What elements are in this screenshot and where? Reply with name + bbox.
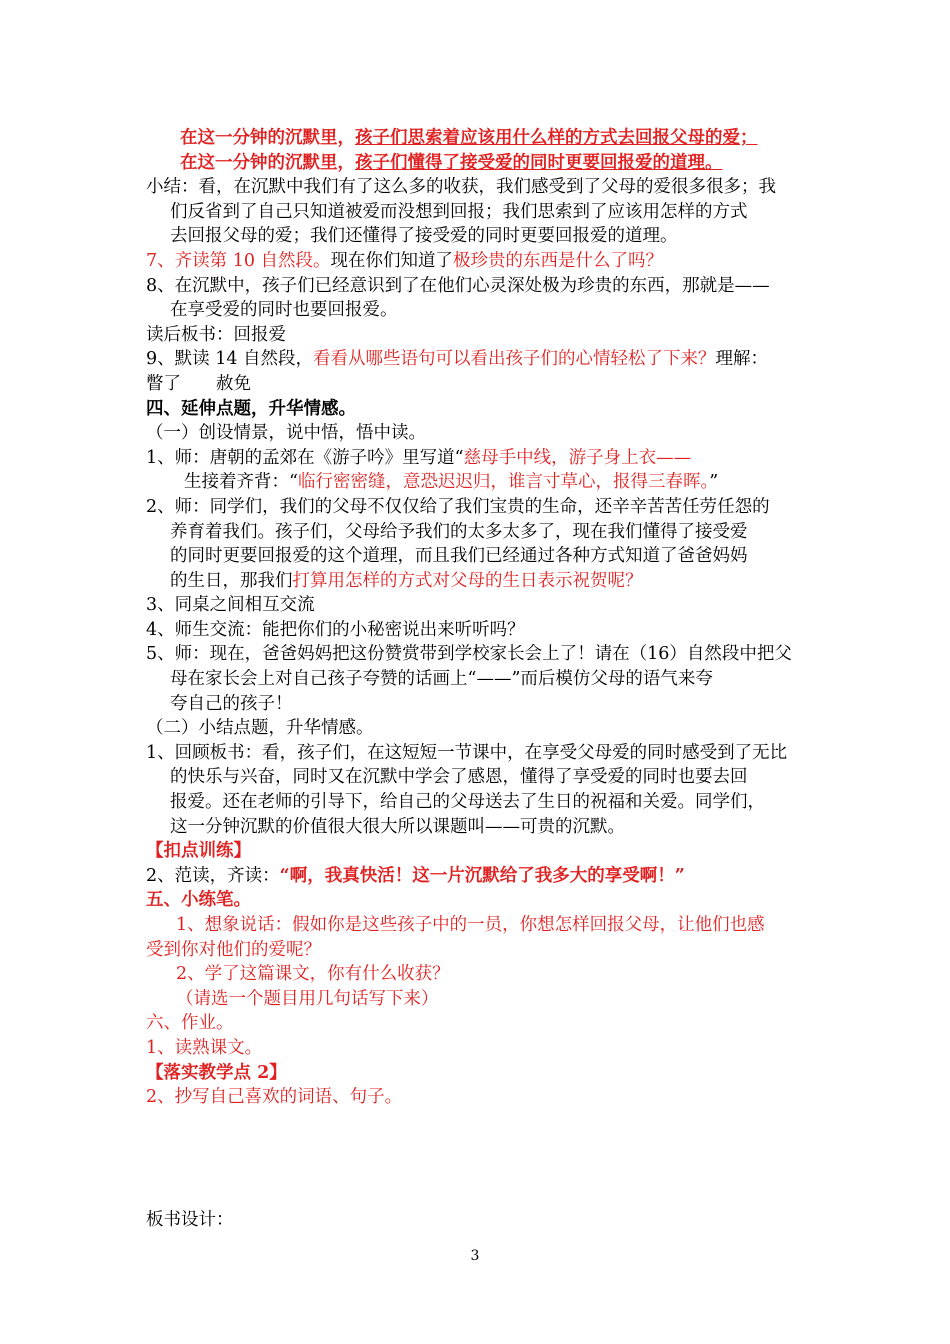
- activity-5-line-2: 母在家长会上对自己孩子夸赞的话画上“——”而后模仿父母的语气来夸: [170, 669, 713, 690]
- activity-1-line-2: 生接着齐背：“临行密密缝，意恐迟迟归，谁言寸草心，报得三春晖。”: [184, 472, 719, 493]
- subsection-1-heading: （一）创设情景，说中悟，悟中读。: [146, 423, 426, 444]
- document-body: [146, 126, 816, 1232]
- activity-2-line-2: 养育着我们。孩子们，父母给予我们的太多太多了，现在我们懂得了接受爱: [170, 521, 748, 542]
- page-number: 3: [470, 1248, 480, 1264]
- homework-1: 1、读熟课文。: [146, 1037, 263, 1058]
- activity-4: 4、师生交流：能把你们的小秘密说出来听听吗？: [146, 619, 525, 640]
- item-7: 7、齐读第 10 自然段。现在你们知道了极珍贵的东西是什么了吗？: [146, 250, 664, 271]
- highlight-line-1: 在这一分钟的沉默里，孩子们思索着应该用什么样的方式去回报父母的爱；: [180, 128, 758, 148]
- activity-2-line-4: 的生日，那我们打算用怎样的方式对父母的生日表示祝贺呢？: [170, 570, 643, 591]
- writing-task-1-line-2: 受到你对他们的爱呢？: [146, 939, 321, 960]
- subsection-2-heading: （二）小结点题，升华情感。: [146, 718, 374, 739]
- section-6-heading: 六、作业。: [146, 1013, 234, 1034]
- tag-teaching-point: 【落实教学点 2】: [146, 1062, 287, 1083]
- writing-task-2: 2、学了这篇课文，你有什么收获？: [176, 964, 450, 985]
- activity-2-line-3: 的同时更要回报爱的这个道理，而且我们已经通过各种方式知道了爸爸妈妈: [170, 546, 748, 567]
- item-9-line-2: 瞥了 赦免: [146, 373, 251, 394]
- summary-line-1: 小结：看，在沉默中我们有了这么多的收获，我们感受到了父母的爱很多很多；我: [146, 177, 776, 198]
- review-line-2: 的快乐与兴奋，同时又在沉默中学会了感恩，懂得了享受爱的同时也要去回: [170, 767, 748, 788]
- review-line-4: 这一分钟沉默的价值很大很大所以课题叫——可贵的沉默。: [170, 816, 625, 837]
- summary-line-2: 们反省到了自己只知道被爱而没想到回报；我们思索到了应该用怎样的方式: [170, 201, 748, 222]
- item-8-line-1: 8、在沉默中，孩子们已经意识到了在他们心灵深处极为珍贵的东西，那就是——: [146, 275, 770, 296]
- activity-5-line-1: 5、师：现在，爸爸妈妈把这份赞赏带到学校家长会上了！请在（16）自然段中把父: [146, 644, 792, 665]
- item-8-line-2: 在享受爱的同时也要回报爱。: [170, 300, 398, 321]
- activity-1-line-1: 1、师：唐朝的孟郊在《游子吟》里写道“慈母手中线，游子身上衣——: [146, 447, 692, 468]
- section-5-heading: 五、小练笔。: [146, 890, 251, 911]
- activity-2-line-1: 2、师：同学们，我们的父母不仅仅给了我们宝贵的生命，还辛辛苦苦任劳任怨的: [146, 496, 770, 517]
- writing-task-note: （请选一个题目用几句话写下来）: [176, 988, 439, 1009]
- writing-task-1-line-1: 1、想象说话：假如你是这些孩子中的一员，你想怎样回报父母，让他们也感: [176, 915, 765, 935]
- reading-line: 2、范读，齐读：“啊，我真快活！这一片沉默给了我多大的享受啊！”: [146, 865, 685, 886]
- board-note: 读后板书：回报爱: [146, 324, 286, 345]
- highlight-line-2: 在这一分钟的沉默里，孩子们懂得了接受爱的同时更要回报爱的道理。: [180, 152, 723, 173]
- activity-3: 3、同桌之间相互交流: [146, 595, 315, 616]
- homework-2: 2、抄写自己喜欢的词语、句子。: [146, 1087, 403, 1108]
- item-9-line-1: 9、默读 14 自然段，看看从哪些语句可以看出孩子们的心情轻松了下来？理解：: [146, 349, 769, 370]
- activity-5-line-3: 夸自己的孩子！: [170, 693, 293, 714]
- tag-practice: 【扣点训练】: [146, 841, 251, 862]
- board-design-label: 板书设计：: [146, 1209, 234, 1230]
- summary-line-3: 去回报父母的爱；我们还懂得了接受爱的同时更要回报爱的道理。: [170, 226, 678, 247]
- review-line-3: 报爱。还在老师的引导下，给自己的父母送去了生日的祝福和关爱。同学们，: [170, 792, 765, 813]
- section-4-heading: 四、延伸点题，升华情感。: [146, 398, 356, 419]
- review-line-1: 1、回顾板书：看，孩子们，在这短短一节课中，在享受父母爱的同时感受到了无比: [146, 742, 788, 763]
